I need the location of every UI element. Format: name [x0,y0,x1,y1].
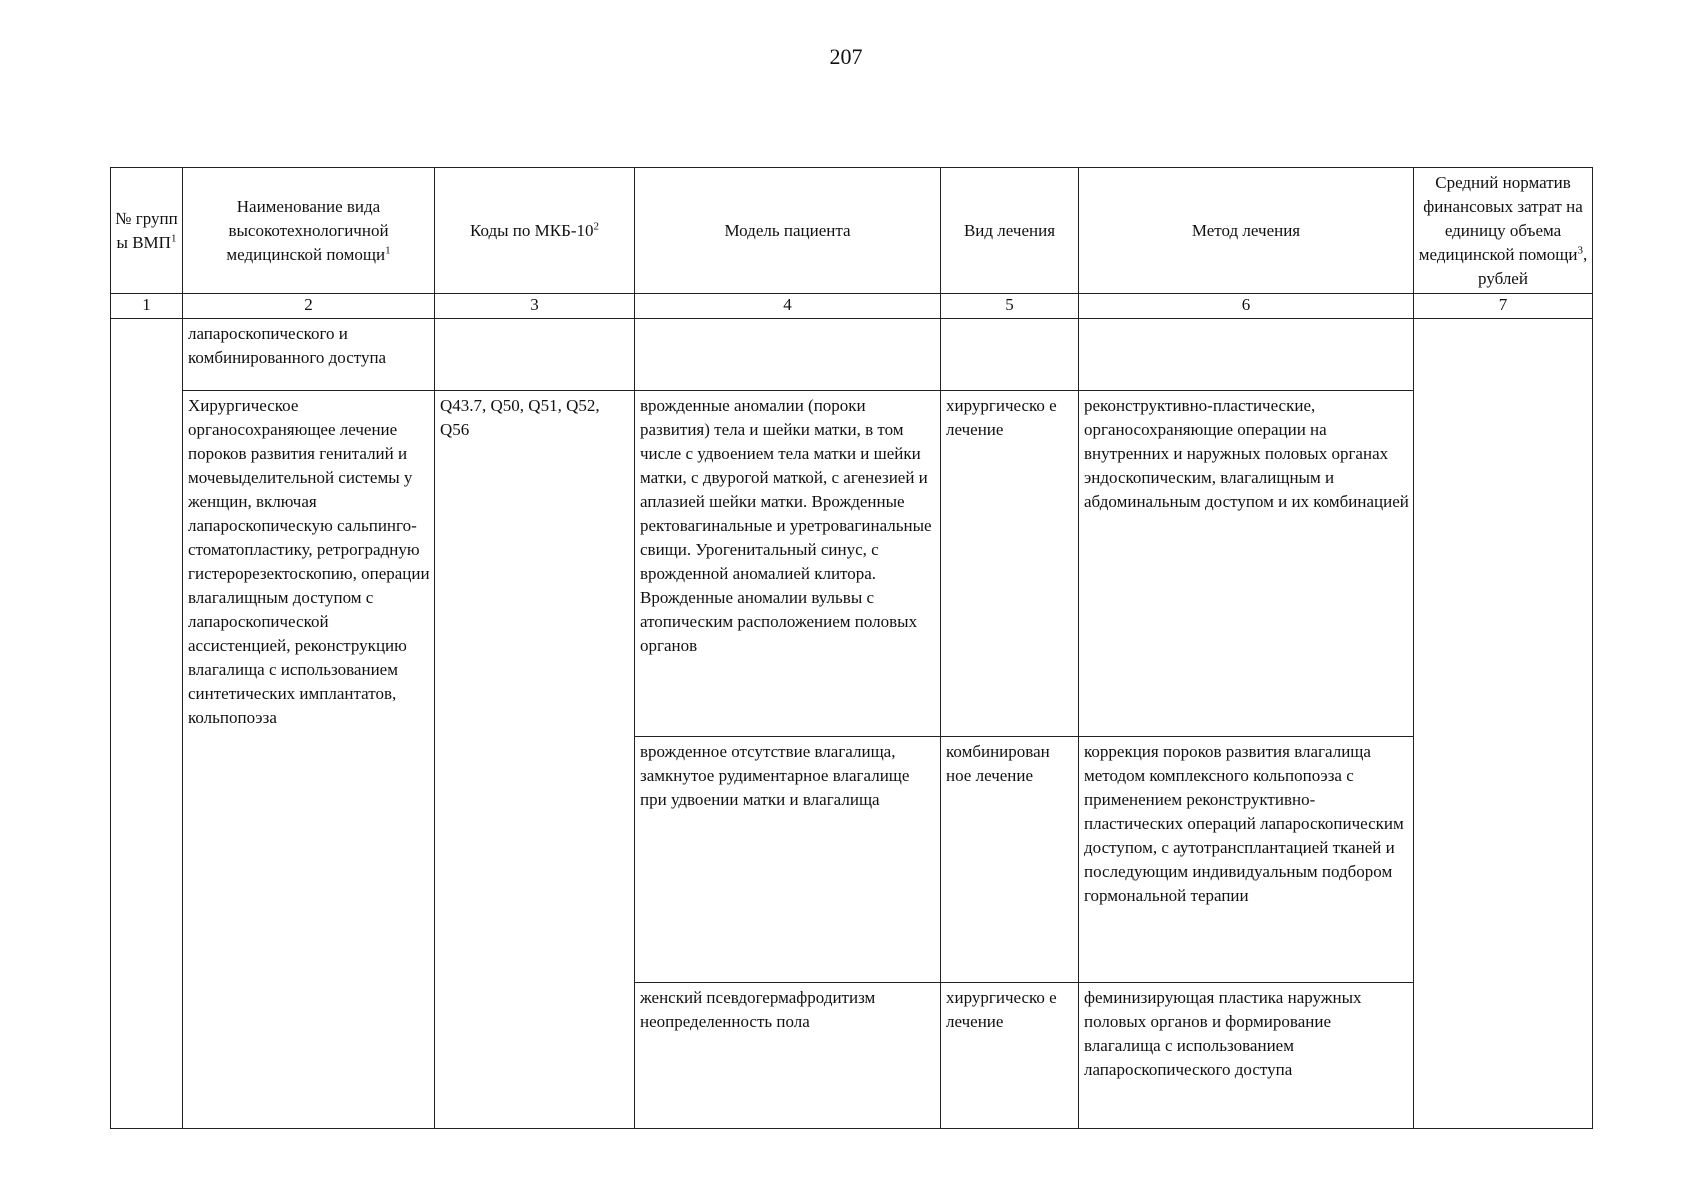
header-treatment-type: Вид лечения [941,168,1079,294]
treatment-method-cell: коррекция пороков развития влагалища методом комплексного кольпопоэза с применением реконструктивно-пластических операций лапароскопическим доступом, с аутотрансплантацией тканей и последующим индивидуальным подбором гормональной терапии [1079,737,1414,983]
column-number: 6 [1079,294,1414,319]
care-name-cell: Хирургическое органосохраняющее лечение пороков развития гениталий и мочевыделительной системы у женщин, включая лапароскопическую сальпинго-стоматопластику, ретроградную гистерорезектоскопию, операции влагалищным доступом с лапароскопической ассистенцией, реконструкцию влагалища с использованием синтетических имплантатов, кольпопоэза [183,391,435,1129]
table-row [111,319,1593,391]
patient-model-cell: врожденные аномалии (пороки развития) тела и шейки матки, в том числе с удвоением тела матки и шейки матки, с двурогой маткой, с агенезией и аплазией шейки матки. Врожденные ректовагинальные и уретровагинальные свищи. Урогенитальный синус, с врожденной аномалией клитора. Врожденные аномалии вульвы с атопическим расположением половых органов [635,391,941,737]
header-treatment-method: Метод лечения [1079,168,1414,294]
table-header-row [111,168,1593,294]
icd-codes-cell [435,319,635,391]
page-number: 207 [829,44,863,69]
column-numbers-row [111,294,1593,319]
treatment-method-cell [1079,319,1414,391]
treatment-type-cell [941,319,1079,391]
header-icd-codes: Коды по МКБ-$10^2$ [435,168,635,294]
group-number-cell [111,319,183,1129]
table-row [111,391,1593,737]
column-number: 7 [1414,294,1593,319]
treatment-type-cell: комбинирован ное лечение [941,737,1079,983]
treatment-method-cell: реконструктивно-пластические, органосохраняющие операции на внутренних и наружных половых органах эндоскопическим, влагалищным и абдоминальным доступом и их комбинацией [1079,391,1414,737]
header-cost-standard: Средний норматив финансовых затрат на единицу объема медицинской помощи$^3$, рублей [1414,168,1593,294]
column-number: 5 [941,294,1079,319]
treatment-type-cell: хирургическо е лечение [941,391,1079,737]
patient-model-cell [635,319,941,391]
cost-standard-cell [1414,319,1593,1129]
treatment-type-cell: хирургическо е лечение [941,983,1079,1129]
patient-model-cell: женский псевдогермафродитизм неопределенность пола [635,983,941,1129]
patient-model-cell: врожденное отсутствие влагалища, замкнутое рудиментарное влагалище при удвоении матки и влагалища [635,737,941,983]
medical-care-table [110,167,1593,1129]
treatment-method-cell: феминизирующая пластика наружных половых органов и формирование влагалища с использованием лапароскопического доступа [1079,983,1414,1129]
column-number: 1 [111,294,183,319]
care-name-continuation: лапароскопического и комбинированного доступа [183,319,435,391]
column-number: 3 [435,294,635,319]
column-number: 4 [635,294,941,319]
header-group-number: № групп ы ВМП$^1$ [111,168,183,294]
header-care-name: Наименование вида высокотехнологичной медицинской помощи$^1$ [183,168,435,294]
column-number: 2 [183,294,435,319]
icd-codes-cell: Q43.7, Q50, Q51, Q52, Q56 [435,391,635,1129]
header-patient-model: Модель пациента [635,168,941,294]
